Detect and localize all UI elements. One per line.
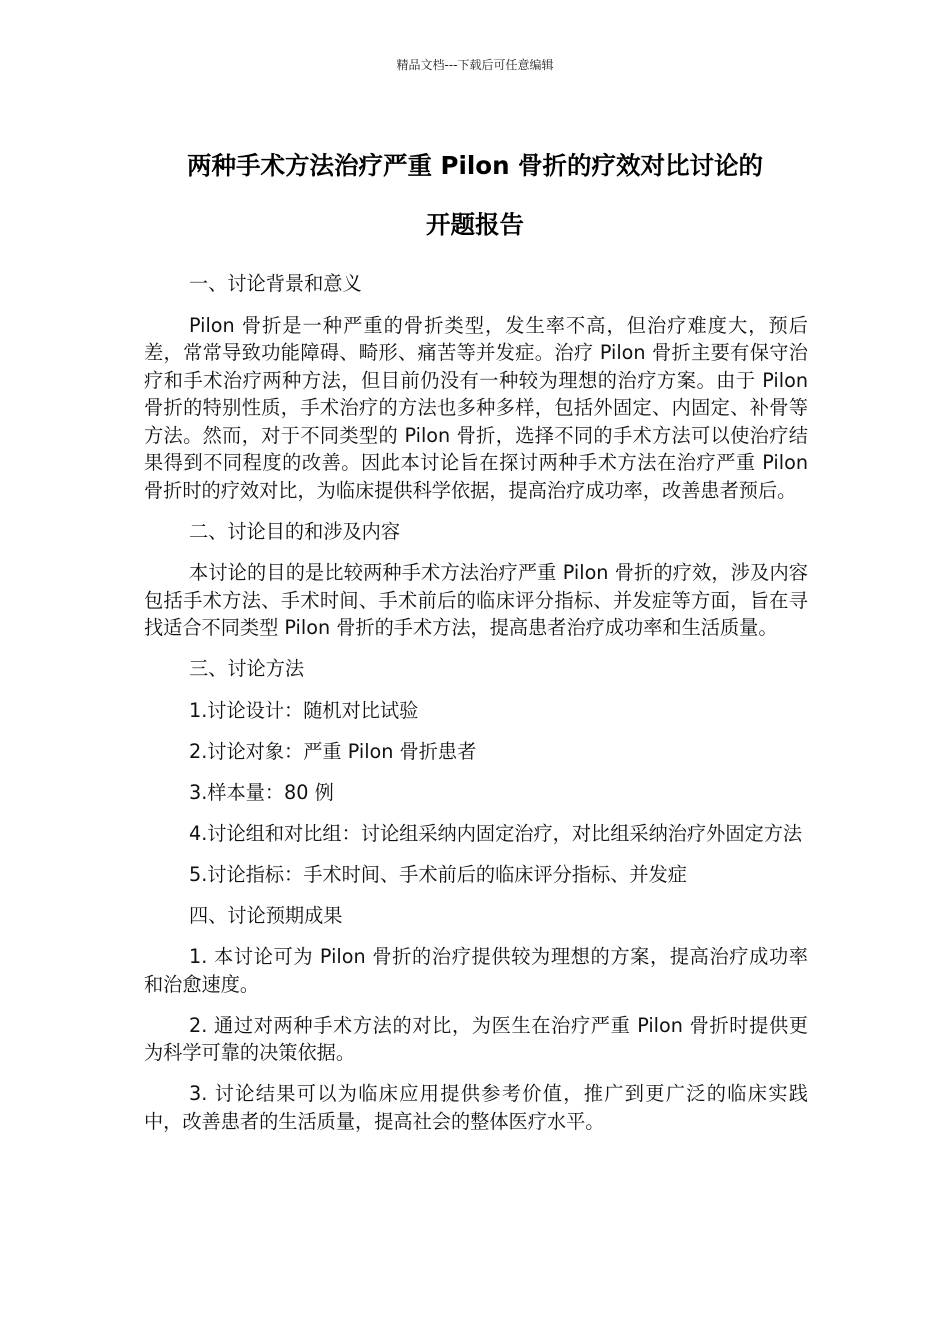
methods-item-sample-size: 3.样本量：80 例 <box>189 780 334 804</box>
methods-item-subjects: 2.讨论对象：严重 Pilon 骨折患者 <box>189 739 477 763</box>
section-heading-outcomes: 四、讨论预期成果 <box>189 903 343 927</box>
section-heading-methods: 三、讨论方法 <box>189 657 305 680</box>
outcomes-item-1: 1. 本讨论可为 Pilon 骨折的治疗提供较为理想的方案，提高治疗成功率和治愈速度。 <box>144 945 808 996</box>
header-note: 精品文档---下载后可任意编辑 <box>396 58 554 72</box>
outcomes-item-2: 2. 通过对两种手术方法的对比，为医生在治疗严重 Pilon 骨折时提供更为科学可靠的决策依据。 <box>144 1013 808 1064</box>
methods-item-design: 1.讨论设计：随机对比试验 <box>189 698 419 722</box>
outcomes-item-3: 3. 讨论结果可以为临床应用提供参考价值，推广到更广泛的临床实践中，改善患者的生活质量，提高社会的整体医疗水平。 <box>144 1082 808 1133</box>
title-line-1: 两种手术方法治疗严重 Pilon 骨折的疗效对比讨论的 <box>186 151 764 180</box>
methods-item-indicators: 5.讨论指标：手术时间、手术前后的临床评分指标、并发症 <box>189 862 687 886</box>
purpose-paragraph: 本讨论的目的是比较两种手术方法治疗严重 Pilon 骨折的疗效，涉及内容包括手术方法、手术时间、手术前后的临床评分指标、并发症等方面，旨在寻找适合不同类型 Pilon 骨折的手术方法，提高患者治疗成功率和生活质量。 <box>144 561 808 639</box>
methods-item-groups: 4.讨论组和对比组：讨论组采纳内固定治疗，对比组采纳治疗外固定方法 <box>189 821 803 845</box>
title-line-2: 开题报告 <box>426 210 524 239</box>
document-title <box>140 136 810 254</box>
section-heading-background: 一、讨论背景和意义 <box>189 272 362 295</box>
background-paragraph: Pilon 骨折是一种严重的骨折类型，发生率不高，但治疗难度大，预后差，常常导致功能障碍、畸形、痛苦等并发症。治疗 Pilon 骨折主要有保守治疗和手术治疗两种方法，但目前仍没有一种较为理想的治疗方案。由于 Pilon 骨折的特别性质，手术治疗的方法也多种多样，包括外固定、内固定、补骨等方法。然而，对于不同类型的 Pilon 骨折，选择不同的手术方法可以使治疗结果得到不同程度的改善。因此本讨论旨在探讨两种手术方法在治疗严重 Pilon 骨折时的疗效对比，为临床提供科学依据，提高治疗成功率，改善患者预后。 <box>144 313 808 502</box>
document-body <box>144 270 808 1149</box>
section-heading-purpose: 二、讨论目的和涉及内容 <box>189 519 401 543</box>
